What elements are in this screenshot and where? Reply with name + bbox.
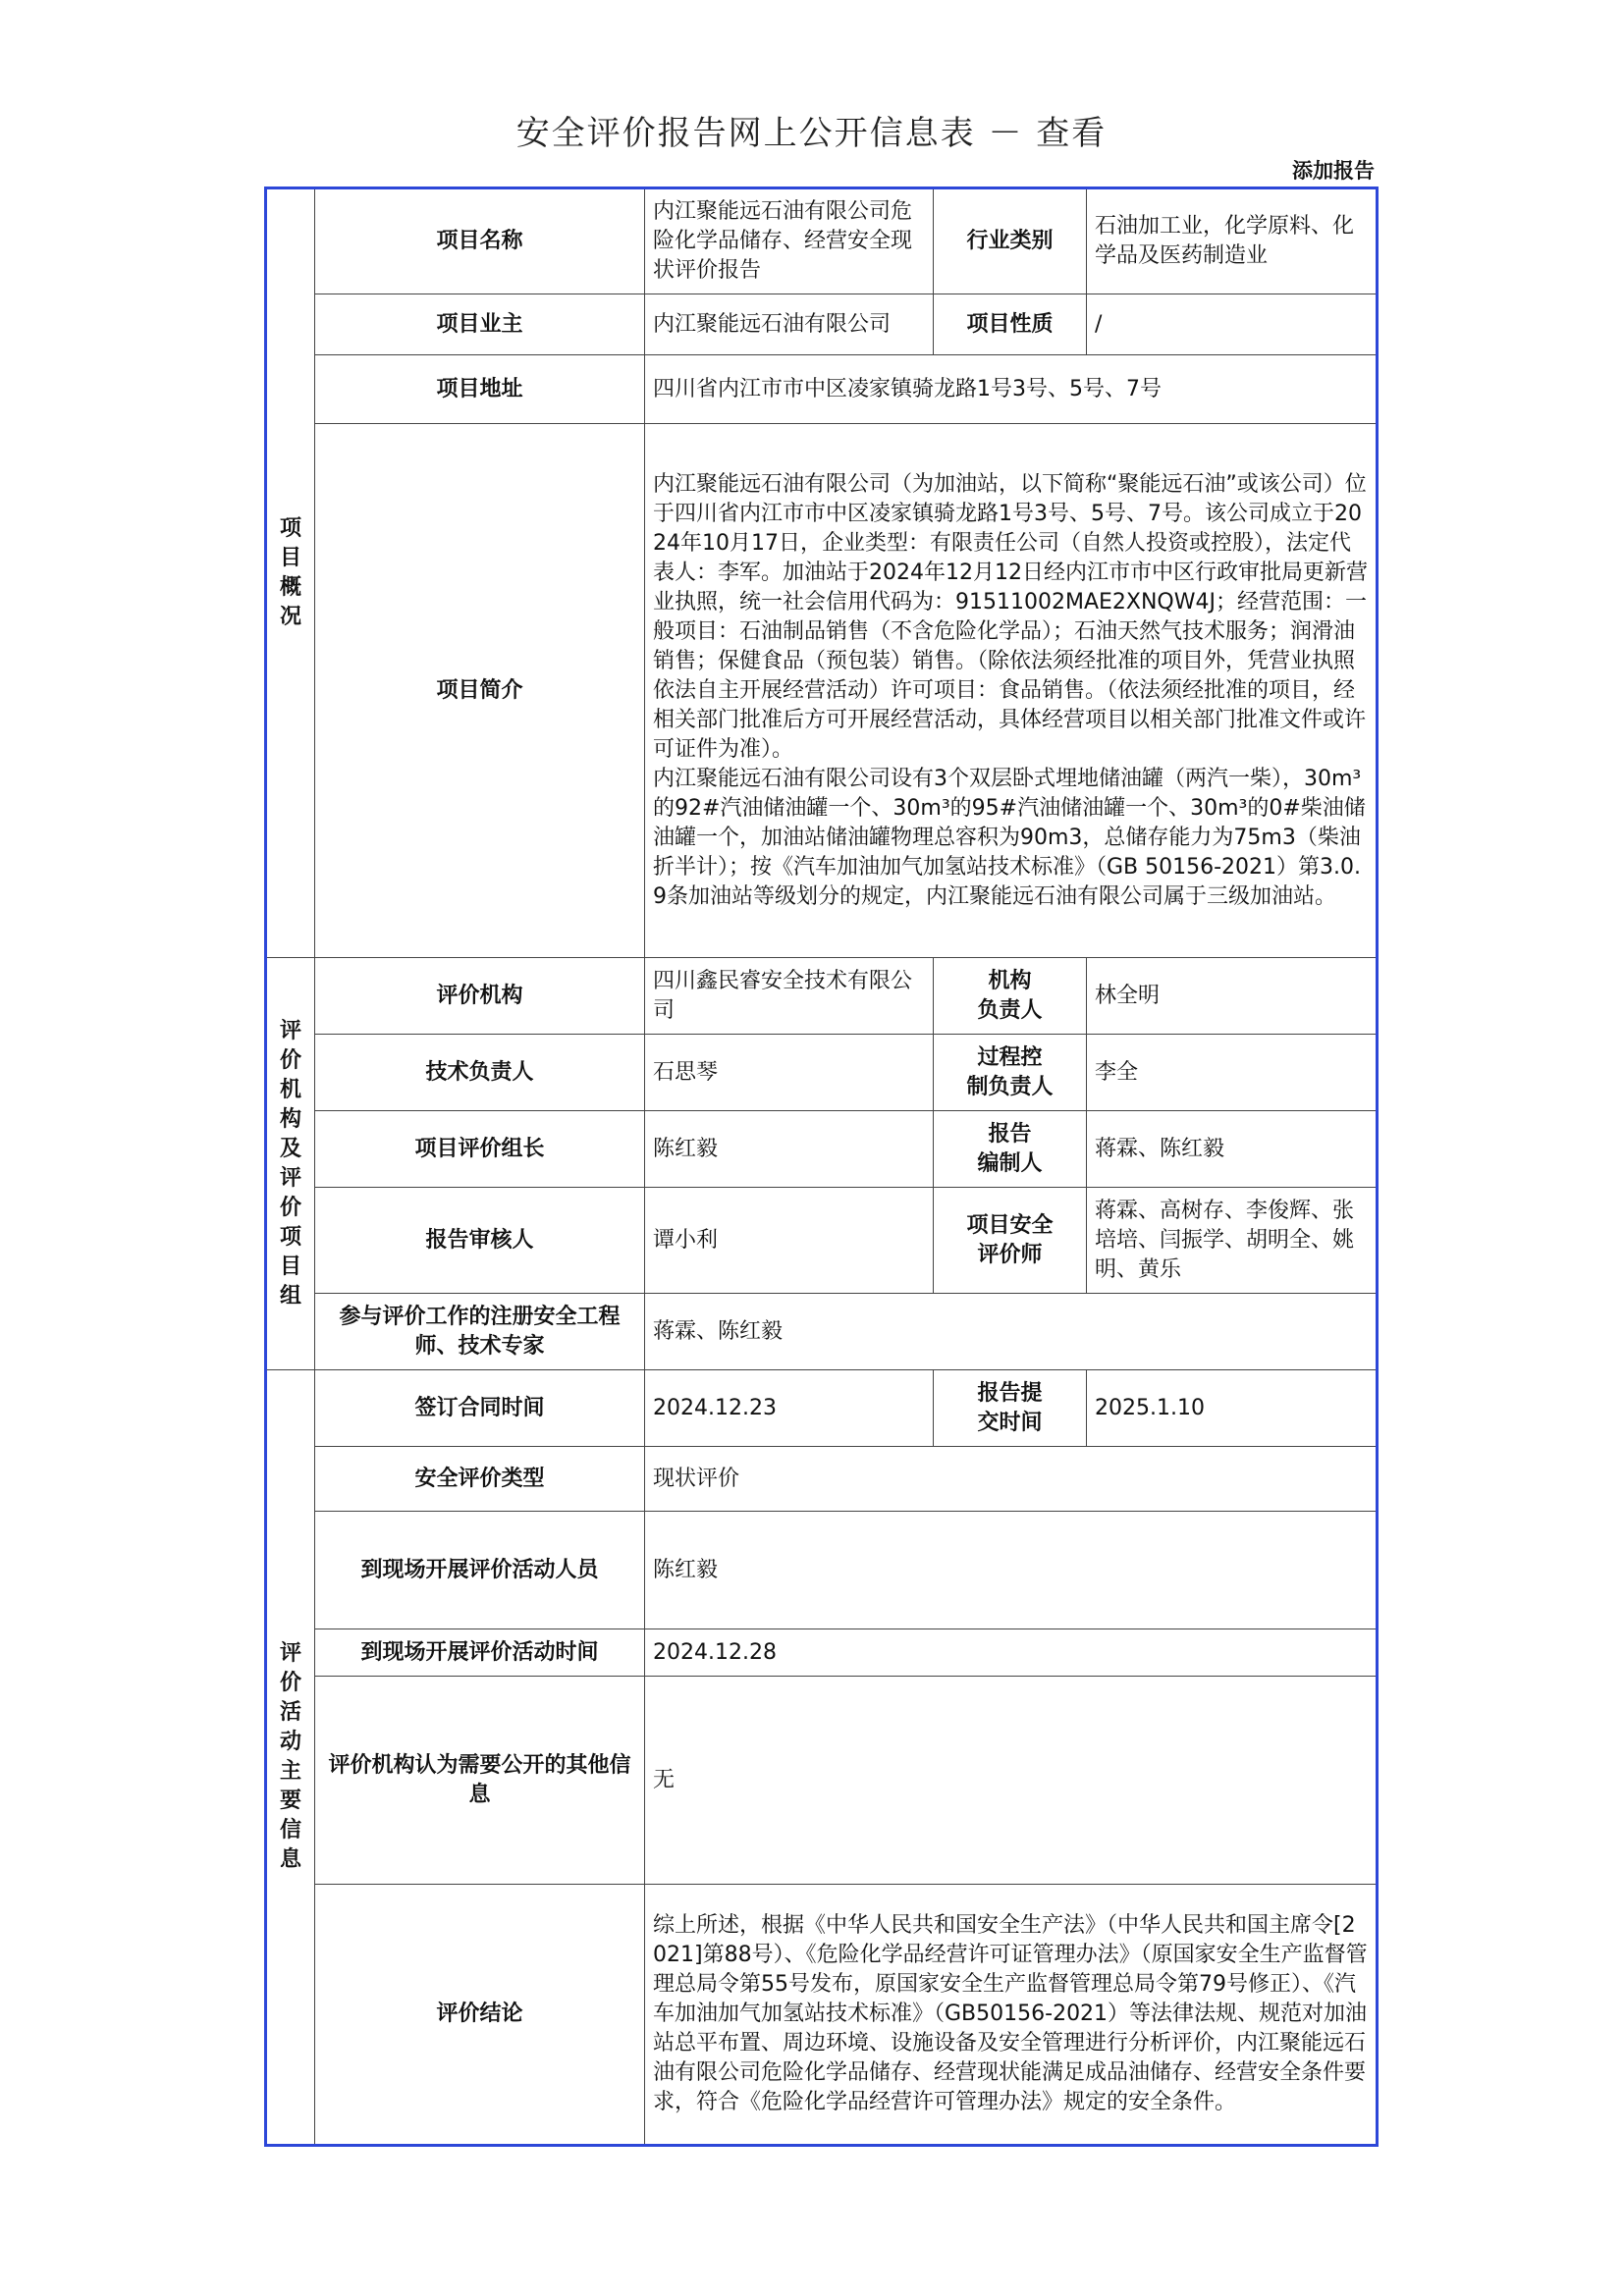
label-intro: 项目简介 — [315, 424, 645, 958]
label-compiler: 报告 编制人 — [934, 1111, 1087, 1188]
section-org: 评价机构及评价项目组 — [266, 958, 315, 1370]
value-address: 四川省内江市市中区凌家镇骑龙路1号3号、5号、7号 — [645, 355, 1378, 424]
value-industry: 石油加工业，化学原料、化学品及医药制造业 — [1087, 188, 1378, 294]
label-process-head: 过程控 制负责人 — [934, 1035, 1087, 1111]
label-address: 项目地址 — [315, 355, 645, 424]
label-experts: 参与评价工作的注册安全工程师、技术专家 — [315, 1294, 645, 1370]
value-other-info: 无 — [645, 1677, 1378, 1885]
label-team-leader: 项目评价组长 — [315, 1111, 645, 1188]
label-other-info: 评价机构认为需要公开的其他信息 — [315, 1677, 645, 1885]
label-conclusion: 评价结论 — [315, 1885, 645, 2146]
label-org: 评价机构 — [315, 958, 645, 1035]
value-tech-head: 石思琴 — [645, 1035, 934, 1111]
label-project-name: 项目名称 — [315, 188, 645, 294]
value-contract-time: 2024.12.23 — [645, 1370, 934, 1447]
label-site-staff: 到现场开展评价活动人员 — [315, 1512, 645, 1629]
value-eval-type: 现状评价 — [645, 1447, 1378, 1512]
value-site-time: 2024.12.28 — [645, 1629, 1378, 1677]
value-compiler: 蒋霖、陈红毅 — [1087, 1111, 1378, 1188]
label-industry: 行业类别 — [934, 188, 1087, 294]
value-submit-time: 2025.1.10 — [1087, 1370, 1378, 1447]
label-contract-time: 签订合同时间 — [315, 1370, 645, 1447]
value-team-leader: 陈红毅 — [645, 1111, 934, 1188]
value-conclusion: 综上所述，根据《中华人民共和国安全生产法》（中华人民共和国主席令[2021]第88号）、《危险化学品经营许可证管理办法》（原国家安全生产监督管理总局令第55号发布，原国家安全生产监督管理总局令第79号修正）、《汽车加油加气加氢站技术标准》（GB50156-2021）等法律法规、规范对加油站总平布置、周边环境、设施设备及安全管理进行分析评价，内江聚能远石油有限公司危险化学品储存、经营现状能满足成品油储存、经营安全条件要求，符合《危险化学品经营许可管理办法》规定的安全条件。 — [645, 1885, 1378, 2146]
label-assessor: 项目安全 评价师 — [934, 1188, 1087, 1294]
value-nature: / — [1087, 294, 1378, 355]
label-reviewer: 报告审核人 — [315, 1188, 645, 1294]
label-owner: 项目业主 — [315, 294, 645, 355]
value-intro: 内江聚能远石油有限公司（为加油站，以下简称“聚能远石油”或该公司）位于四川省内江市市中区凌家镇骑龙路1号3号、5号、7号。该公司成立于2024年10月17日，企业类型：有限责任公司（自然人投资或控股），法定代表人：李军。加油站于2024年12月12日经内江市市中区行政审批局更新营业执照，统一社会信用代码为：91511002MAE2XNQW4J；经营范围：一般项目：石油制品销售（不含危险化学品）；石油天然气技术服务；润滑油销售；保健食品（预包装）销售。（除依法须经批准的项目外，凭营业执照依法自主开展经营活动）许可项目：食品销售。（依法须经批准的项目，经相关部门批准后方可开展经营活动，具体经营项目以相关部门批准文件或许可证件为准）。 内江聚能远石油有限公司设有3个双层卧式埋地储油罐（两汽一柴），30m³的92#汽油储油罐一个、30m³的95#汽油储油罐一个、30m³的0#柴油储油罐一个，加油站储油罐物理总容积为90m3，总储存能力为75m3（柴油折半计）；按《汽车加油加气加氢站技术标准》（GB 50156-2021）第3.0.9条加油站等级划分的规定，内江聚能远石油有限公司属于三级加油站。 — [645, 424, 1378, 958]
value-owner: 内江聚能远石油有限公司 — [645, 294, 934, 355]
value-assessor: 蒋霖、高树存、李俊辉、张培培、闫振学、胡明全、姚明、黄乐 — [1087, 1188, 1378, 1294]
page-title: 安全评价报告网上公开信息表 － 查看 — [515, 114, 1108, 153]
info-table — [264, 187, 1379, 2147]
value-project-name: 内江聚能远石油有限公司危险化学品储存、经营安全现状评价报告 — [645, 188, 934, 294]
label-submit-time: 报告提 交时间 — [934, 1370, 1087, 1447]
section-activity: 评价活动主要信息 — [266, 1370, 315, 2146]
value-process-head: 李全 — [1087, 1035, 1378, 1111]
value-reviewer: 谭小利 — [645, 1188, 934, 1294]
label-tech-head: 技术负责人 — [315, 1035, 645, 1111]
label-nature: 项目性质 — [934, 294, 1087, 355]
value-org-head: 林全明 — [1087, 958, 1378, 1035]
value-org: 四川鑫民睿安全技术有限公司 — [645, 958, 934, 1035]
value-site-staff: 陈红毅 — [645, 1512, 1378, 1629]
label-org-head: 机构 负责人 — [934, 958, 1087, 1035]
value-experts: 蒋霖、陈红毅 — [645, 1294, 1378, 1370]
section-overview: 项目概况 — [266, 188, 315, 958]
add-report-link[interactable]: 添加报告 — [1292, 159, 1375, 183]
label-site-time: 到现场开展评价活动时间 — [315, 1629, 645, 1677]
label-eval-type: 安全评价类型 — [315, 1447, 645, 1512]
